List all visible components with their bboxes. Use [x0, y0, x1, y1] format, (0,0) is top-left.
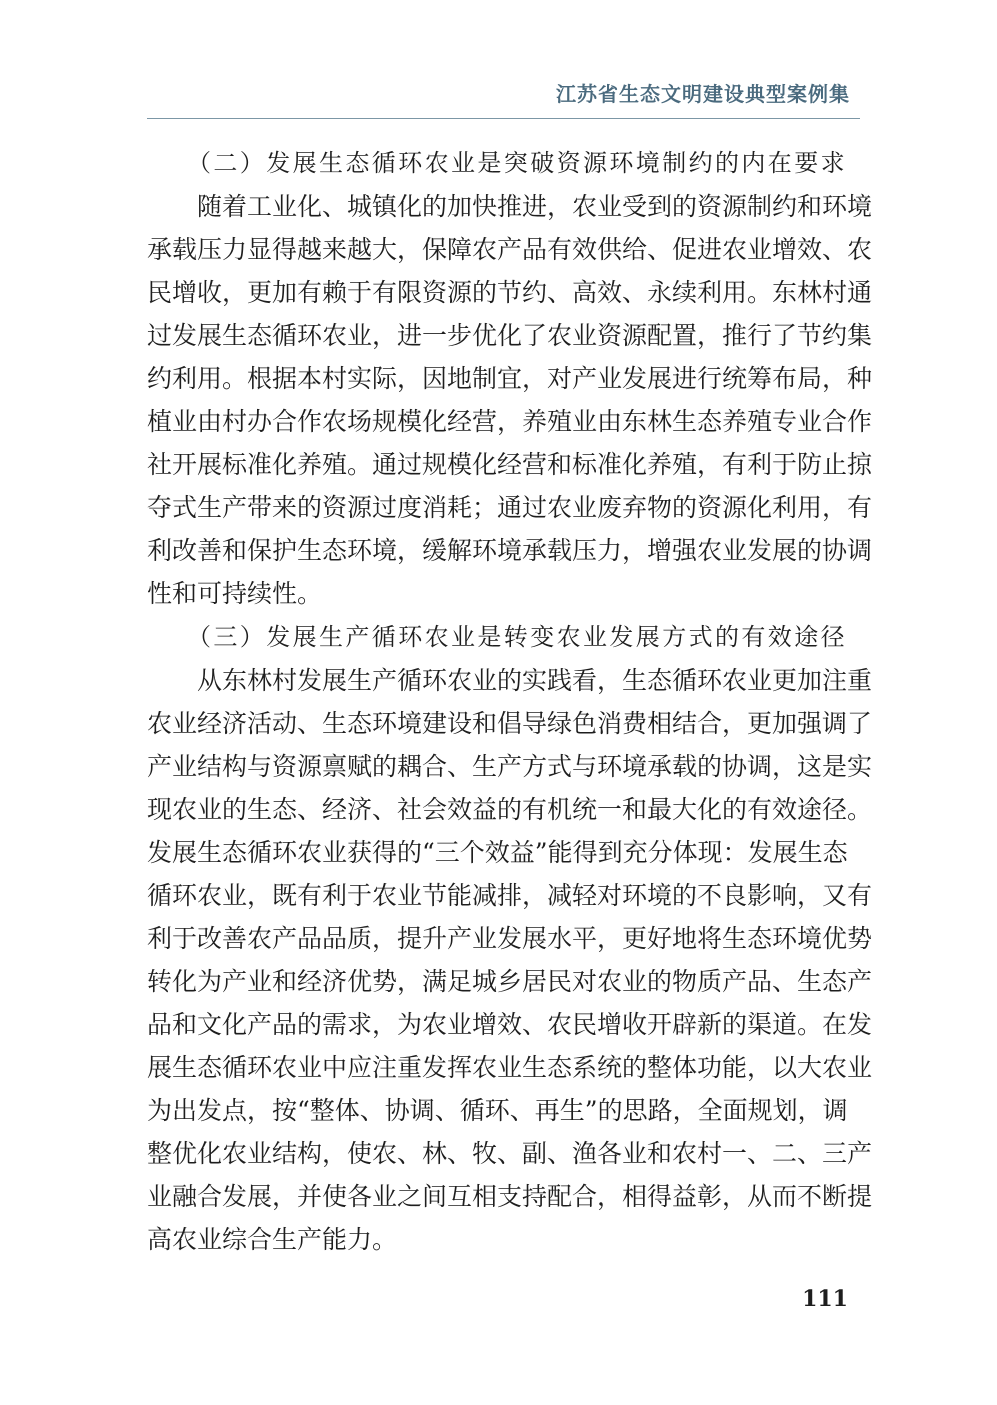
paragraph-line: 展生态循环农业中应注重发挥农业生态系统的整体功能，以大农业 — [147, 1053, 873, 1082]
page-body — [147, 141, 873, 1261]
paragraph-line: 随着工业化、城镇化的加快推进，农业受到的资源制约和环境 — [197, 192, 873, 221]
paragraph-line: 过发展生态循环农业，进一步优化了农业资源配置，推行了节约集 — [147, 321, 873, 350]
paragraph-line: 循环农业，既有利于农业节能减排，减轻对环境的不良影响，又有 — [147, 881, 873, 910]
paragraph-line: 民增收，更加有赖于有限资源的节约、高效、永续利用。东林村通 — [147, 278, 873, 307]
section-heading: （二）发展生态循环农业是突破资源环境制约的内在要求 — [187, 149, 847, 177]
running-header-title: 江苏省生态文明建设典型案例集 — [556, 82, 850, 106]
paragraph-line: 夺式生产带来的资源过度消耗；通过农业废弃物的资源化利用，有 — [147, 493, 873, 522]
section-heading: （三）发展生产循环农业是转变农业发展方式的有效途径 — [187, 623, 847, 651]
paragraph-line: 为出发点，按“整体、协调、循环、再生”的思路，全面规划，调 — [147, 1096, 848, 1125]
page-number: 111 — [802, 1286, 848, 1312]
paragraph-line: 转化为产业和经济优势，满足城乡居民对农业的物质产品、生态产 — [147, 967, 873, 996]
paragraph-line: 发展生态循环农业获得的“三个效益”能得到充分体现：发展生态 — [147, 838, 848, 867]
paragraph-line: 利于改善农产品品质，提升产业发展水平，更好地将生态环境优势 — [147, 924, 873, 953]
header-divider — [147, 118, 860, 119]
paragraph-line: 从东林村发展生产循环农业的实践看，生态循环农业更加注重 — [197, 666, 873, 695]
paragraph-line: 高农业综合生产能力。 — [147, 1225, 398, 1254]
paragraph-line: 业融合发展，并使各业之间互相支持配合，相得益彰，从而不断提 — [147, 1182, 873, 1211]
paragraph-line: 性和可持续性。 — [147, 579, 323, 608]
paragraph-line: 产业结构与资源禀赋的耦合、生产方式与环境承载的协调，这是实 — [147, 752, 873, 781]
paragraph-line: 品和文化产品的需求，为农业增效、农民增收开辟新的渠道。在发 — [147, 1010, 873, 1039]
paragraph-line: 利改善和保护生态环境，缓解环境承载压力，增强农业发展的协调 — [147, 536, 873, 565]
paragraph-line: 农业经济活动、生态环境建设和倡导绿色消费相结合，更加强调了 — [147, 709, 873, 738]
paragraph-line: 承载压力显得越来越大，保障农产品有效供给、促进农业增效、农 — [147, 235, 873, 264]
paragraph-line: 约利用。根据本村实际，因地制宜，对产业发展进行统筹布局，种 — [147, 364, 873, 393]
paragraph-line: 社开展标准化养殖。通过规模化经营和标准化养殖，有利于防止掠 — [147, 450, 873, 479]
paragraph-line: 植业由村办合作农场规模化经营，养殖业由东林生态养殖专业合作 — [147, 407, 873, 436]
paragraph-line: 整优化农业结构，使农、林、牧、副、渔各业和农村一、二、三产 — [147, 1139, 873, 1168]
paragraph-line: 现农业的生态、经济、社会效益的有机统一和最大化的有效途径。 — [147, 795, 873, 824]
